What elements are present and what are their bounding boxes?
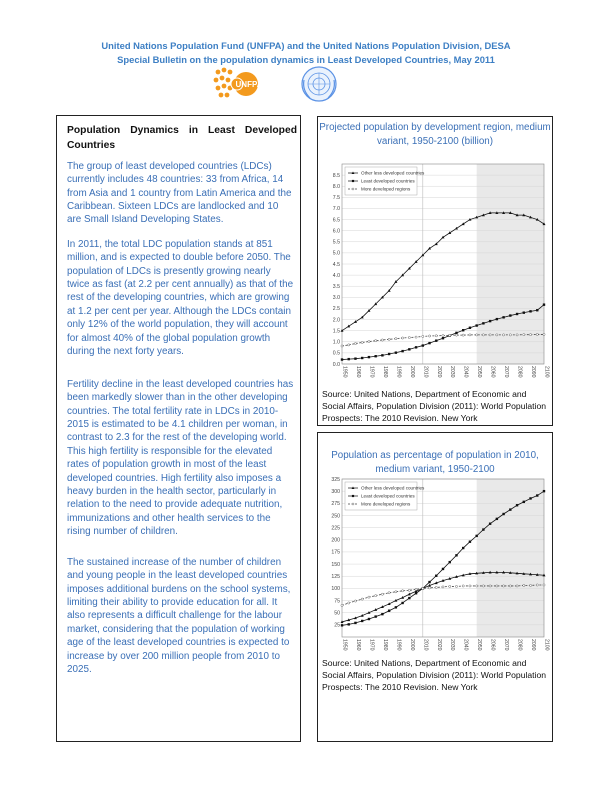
data-point <box>415 592 417 594</box>
legend-marker <box>352 188 354 190</box>
data-point <box>523 501 525 503</box>
data-point <box>536 333 538 335</box>
x-tick-label: 2000 <box>408 639 415 651</box>
data-point <box>503 585 505 587</box>
data-point <box>435 575 437 577</box>
data-point <box>354 342 356 344</box>
x-tick-label: 1990 <box>395 366 402 378</box>
y-tick-label: 7.0 <box>332 206 340 213</box>
data-point <box>428 342 430 344</box>
data-point <box>368 340 370 342</box>
x-tick-label: 2070 <box>503 366 510 378</box>
data-point <box>348 344 350 346</box>
legend-label: More developed regions <box>361 186 411 192</box>
data-point <box>509 314 511 316</box>
unfpa-logo <box>214 68 263 98</box>
chart-1 <box>322 160 548 382</box>
x-tick-label: 2060 <box>489 366 496 378</box>
x-tick-label: 2020 <box>435 366 442 378</box>
data-point <box>455 334 457 336</box>
data-point <box>354 600 356 602</box>
section-title: Population Dynamics in Least Developed Countries <box>67 125 297 151</box>
data-point <box>435 335 437 337</box>
x-tick-label: 2030 <box>449 639 456 651</box>
header-line-1: United Nations Population Fund (UNFPA) and the United Nations Population Division, DESA <box>101 40 511 51</box>
y-tick-label: 325 <box>331 476 340 483</box>
y-tick-label: 75 <box>334 598 340 605</box>
chart-2 <box>322 475 548 655</box>
data-point <box>509 508 511 510</box>
data-point <box>368 596 370 598</box>
data-point <box>543 303 545 305</box>
paragraph-3: Fertility decline in the least developed countries has been markedly slower than in the other developing countries. The total fertility rate in LDCs in 2010-2015 is estimated to be 4.1 children per woman, in contrast to 2.3 for the rest of the developing world. This high fertility is responsible for the elevated rates of population growth in most of the least developed countries. High fertility also imposes a heavy burden in the health sector, particularly in relation to the need to provide adequate nutrition, immunizations and other health services to the rising number of children. <box>67 379 294 537</box>
data-point <box>455 585 457 587</box>
data-point <box>361 620 363 622</box>
data-point <box>523 584 525 586</box>
data-point <box>408 589 410 591</box>
chart-1-source: Source: United Nations, Department of Economic and Social Affairs, Population Division (2011): World Population Prospects: The 2010 Revision. New York <box>322 389 547 424</box>
x-tick-label: 2080 <box>516 366 523 378</box>
data-point <box>442 337 444 339</box>
data-point <box>402 337 404 339</box>
data-point <box>449 561 451 563</box>
data-point <box>422 344 424 346</box>
legend-label: Least developed countries <box>361 493 415 499</box>
data-point <box>496 334 498 336</box>
x-tick-label: 2040 <box>462 366 469 378</box>
y-tick-label: 4.0 <box>332 272 340 279</box>
data-point <box>516 504 518 506</box>
data-point <box>402 590 404 592</box>
data-point <box>502 316 504 318</box>
data-point <box>381 593 383 595</box>
y-tick-label: 8.5 <box>332 172 340 179</box>
data-point <box>482 322 484 324</box>
x-tick-label: 1990 <box>395 639 402 651</box>
x-tick-label: 2020 <box>435 639 442 651</box>
x-tick-label: 1980 <box>381 639 388 651</box>
data-point <box>509 585 511 587</box>
data-point <box>462 547 464 549</box>
data-point <box>401 350 403 352</box>
chart-2-source: Source: United Nations, Department of Economic and Social Affairs, Population Division (2011): World Population Prospects: The 2010 Revision. New York <box>322 658 547 693</box>
data-point <box>381 613 383 615</box>
chart-1-title: Projected population by development region, medium variant, 1950-2100 (billion) <box>319 122 551 147</box>
data-point <box>422 587 424 589</box>
data-point <box>442 586 444 588</box>
data-point <box>469 327 471 329</box>
paragraph-2: In 2011, the total LDC population stands at 851 million, and is expected to double before 2050. The population of LDCs is presently growing nearly twice as fast (at 2.2 per cent annually) as that of the rest of the developing countries, which are growing at 1.2 per cent per year. Although the LDCs contain only 12% of the world population, they will account for almost 40% of the global population growth during the next forty years. <box>67 239 294 357</box>
data-point <box>482 585 484 587</box>
y-tick-label: 4.5 <box>332 261 340 268</box>
legend-marker <box>352 495 354 497</box>
data-point <box>381 339 383 341</box>
legend-label: Other less developed countries <box>361 170 425 176</box>
data-point <box>482 528 484 530</box>
y-tick-label: 25 <box>334 622 340 629</box>
y-tick-label: 5.5 <box>332 239 340 246</box>
data-point <box>536 309 538 311</box>
data-point <box>395 591 397 593</box>
data-point <box>496 518 498 520</box>
data-point <box>469 334 471 336</box>
un-emblem-icon <box>302 67 336 101</box>
data-point <box>408 336 410 338</box>
data-point <box>341 604 343 606</box>
data-point <box>395 351 397 353</box>
y-tick-label: 250 <box>331 513 340 520</box>
data-point <box>428 587 430 589</box>
data-point <box>348 623 350 625</box>
data-point <box>496 318 498 320</box>
x-tick-label: 1950 <box>341 366 348 378</box>
x-tick-label: 2000 <box>408 366 415 378</box>
data-point <box>462 334 464 336</box>
data-point <box>509 334 511 336</box>
data-point <box>415 588 417 590</box>
legend-marker <box>352 180 354 182</box>
x-tick-label: 2100 <box>543 639 550 651</box>
y-tick-label: 5.0 <box>332 250 340 257</box>
data-point <box>348 602 350 604</box>
legend-label: Other less developed countries <box>361 485 425 491</box>
x-tick-label: 1950 <box>341 639 348 651</box>
data-point <box>489 585 491 587</box>
header-line-2: Special Bulletin on the population dynamics in Least Developed Countries, May 2011 <box>117 54 495 65</box>
data-point <box>462 329 464 331</box>
x-tick-label: 2100 <box>543 366 550 378</box>
data-point <box>469 541 471 543</box>
y-tick-label: 150 <box>331 561 340 568</box>
x-tick-label: 2050 <box>476 639 483 651</box>
y-tick-label: 6.0 <box>332 228 340 235</box>
data-point <box>348 358 350 360</box>
data-point <box>536 494 538 496</box>
y-tick-label: 8.0 <box>332 184 340 191</box>
y-tick-label: 175 <box>331 549 340 556</box>
data-point <box>415 336 417 338</box>
logos <box>212 64 352 104</box>
data-point <box>543 584 545 586</box>
chart-2-title: Population as percentage of population in 2010, medium variant, 1950-2100 <box>331 450 539 475</box>
data-point <box>476 585 478 587</box>
data-point <box>455 554 457 556</box>
data-point <box>523 311 525 313</box>
y-tick-label: 125 <box>331 574 340 581</box>
data-point <box>408 348 410 350</box>
x-tick-label: 1960 <box>354 639 361 651</box>
data-point <box>476 334 478 336</box>
data-point <box>375 595 377 597</box>
data-point <box>388 353 390 355</box>
data-point <box>354 357 356 359</box>
projection-shading <box>477 479 544 637</box>
data-point <box>496 585 498 587</box>
y-tick-label: 225 <box>331 525 340 532</box>
data-point <box>442 334 444 336</box>
data-point <box>449 585 451 587</box>
data-point <box>341 358 343 360</box>
data-point <box>388 610 390 612</box>
data-point <box>381 354 383 356</box>
y-tick-label: 100 <box>331 586 340 593</box>
data-point <box>428 581 430 583</box>
x-tick-label: 2040 <box>462 639 469 651</box>
data-point <box>422 335 424 337</box>
unfpa-wordmark: UNFPA <box>235 80 263 89</box>
data-point <box>415 346 417 348</box>
y-tick-label: 6.5 <box>332 217 340 224</box>
paragraph-1: The group of least developed countries (LDCs) currently includes 48 countries: 33 from Africa, 14 from Asia and 1 country from Latin America and the Caribbean. Sixteen LDCs are landlocked and 10 are Small Island Developing States. <box>67 161 292 226</box>
data-point <box>435 586 437 588</box>
x-tick-label: 2080 <box>516 639 523 651</box>
legend-label: Least developed countries <box>361 178 415 184</box>
data-point <box>462 585 464 587</box>
data-point <box>529 310 531 312</box>
data-point <box>523 334 525 336</box>
data-point <box>435 339 437 341</box>
x-tick-label: 2030 <box>449 366 456 378</box>
data-point <box>442 568 444 570</box>
y-tick-label: 3.5 <box>332 284 340 291</box>
y-tick-label: 7.5 <box>332 195 340 202</box>
data-point <box>529 334 531 336</box>
y-tick-label: 0.0 <box>332 361 340 368</box>
data-point <box>516 585 518 587</box>
data-point <box>516 334 518 336</box>
data-point <box>354 622 356 624</box>
data-point <box>449 334 451 336</box>
data-point <box>489 320 491 322</box>
data-point <box>475 324 477 326</box>
data-point <box>375 340 377 342</box>
data-point <box>374 355 376 357</box>
data-point <box>374 615 376 617</box>
x-tick-label: 1980 <box>381 366 388 378</box>
y-tick-label: 200 <box>331 537 340 544</box>
x-tick-label: 2050 <box>476 366 483 378</box>
y-tick-label: 2.5 <box>332 306 340 313</box>
y-tick-label: 50 <box>334 610 340 617</box>
y-tick-label: 2.0 <box>332 317 340 324</box>
x-tick-label: 2010 <box>422 366 429 378</box>
y-tick-label: 275 <box>331 501 340 508</box>
data-point <box>368 618 370 620</box>
x-tick-label: 1970 <box>368 366 375 378</box>
data-point <box>361 357 363 359</box>
y-tick-label: 1.0 <box>332 339 340 346</box>
x-tick-label: 2090 <box>530 639 537 651</box>
data-point <box>455 332 457 334</box>
data-point <box>401 602 403 604</box>
x-tick-label: 1960 <box>354 366 361 378</box>
data-point <box>482 334 484 336</box>
y-tick-label: 300 <box>331 488 340 495</box>
y-tick-label: 1.5 <box>332 328 340 335</box>
x-tick-label: 2060 <box>489 639 496 651</box>
data-point <box>529 584 531 586</box>
data-point <box>543 490 545 492</box>
data-point <box>368 356 370 358</box>
data-point <box>529 497 531 499</box>
data-point <box>388 338 390 340</box>
x-tick-label: 2070 <box>503 639 510 651</box>
data-point <box>361 341 363 343</box>
y-tick-label: 3.0 <box>332 295 340 302</box>
y-tick-label: 0.5 <box>332 350 340 357</box>
data-point <box>395 338 397 340</box>
data-point <box>475 535 477 537</box>
data-point <box>503 334 505 336</box>
data-point <box>428 335 430 337</box>
x-tick-label: 2010 <box>422 639 429 651</box>
data-point <box>341 345 343 347</box>
paragraph-4: The sustained increase of the number of children and young people in the least developed countries imposes additional burdens on the school systems, limiting their ability to provide education for all. It also represents a difficult challenge for the labour market, considering that the population of working age of the least developed countries is expected to increase by over 200 million people from 2010 to 2025. <box>67 557 291 675</box>
legend-label: More developed regions <box>361 501 411 507</box>
data-point <box>341 624 343 626</box>
data-point <box>408 597 410 599</box>
data-point <box>489 334 491 336</box>
data-point <box>395 606 397 608</box>
data-point <box>361 598 363 600</box>
legend-marker <box>352 503 354 505</box>
data-point <box>388 592 390 594</box>
data-point <box>516 313 518 315</box>
data-point <box>536 584 538 586</box>
x-tick-label: 2090 <box>530 366 537 378</box>
data-point <box>489 523 491 525</box>
data-point <box>543 333 545 335</box>
x-tick-label: 1970 <box>368 639 375 651</box>
data-point <box>469 585 471 587</box>
data-point <box>502 513 504 515</box>
